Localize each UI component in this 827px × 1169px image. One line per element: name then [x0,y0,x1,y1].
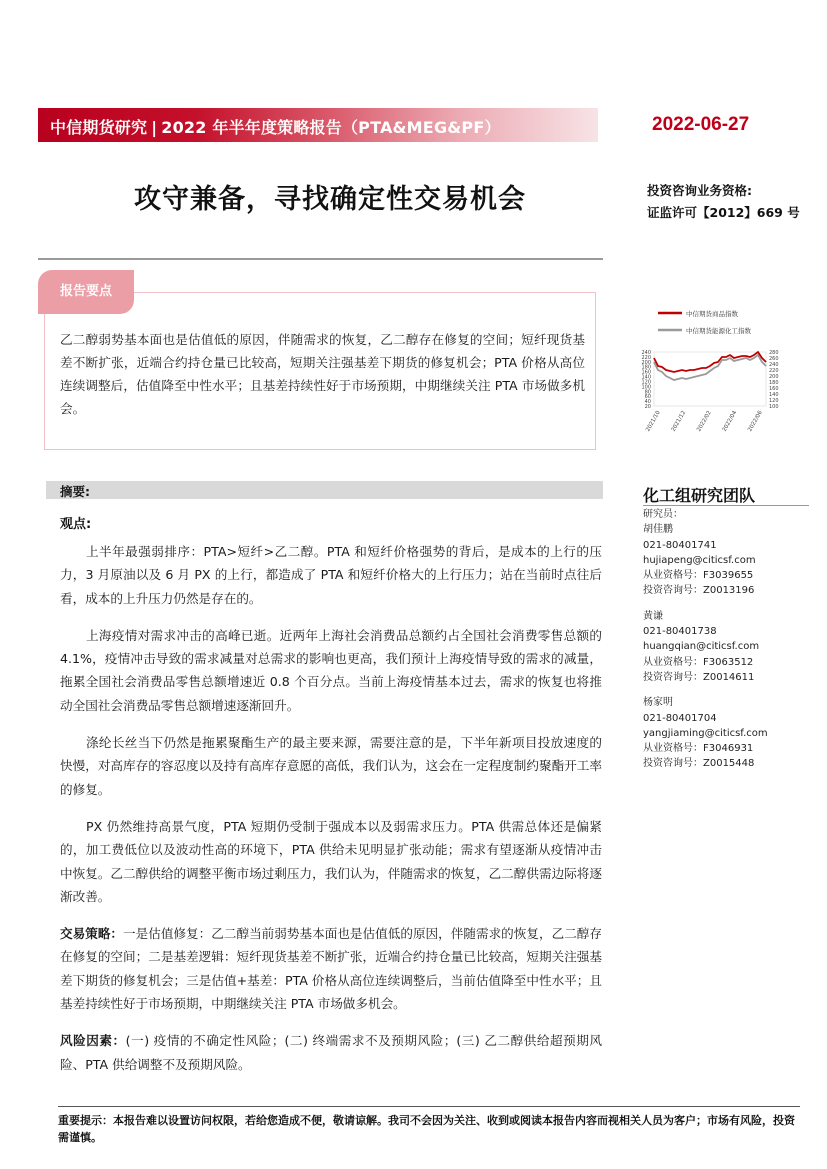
report-date: 2022-06-27 [652,114,750,135]
left-tick-label: 200 [641,359,651,366]
risk-paragraph [60,1029,602,1076]
strategy-text: 一是估值修复：乙二醇当前弱势基本面也是估值低的原因，伴随需求的恢复，乙二醇存在修复的空间；二是基差逻辑：短纤现货基差不断扩张，近端合约持仓量已比较高，短期关注强基差下期货的修复机会；三是估值+基差：PTA 价格从高位连续调整后，当前估值降至中性水平；且基差持续性好于市场预期，中期继续关注 PTA 市场做多机会。 [60,926,603,1012]
x-tick-label: 2021/10 [645,410,662,433]
right-tick-label: 100 [769,404,779,410]
member-cert: 从业资格号：F3046931 [643,743,754,755]
report-title: 2022 年半年度策略报告（PTA&MEG&PF） [161,118,501,137]
member-email[interactable]: hujiapeng@citicsf.com [643,554,756,566]
member-advisor-id: 投资咨询号：Z0015448 [643,758,755,770]
member-cert: 从业资格号：F3039655 [643,570,754,582]
legend-label: 中信期货商品指数 [686,310,738,318]
team-member [643,695,823,771]
team-member [643,609,823,685]
x-tick-label: 2022/02 [696,410,713,433]
org-name: 中信期货研究 [50,118,148,137]
left-tick-label: 20 [644,404,651,410]
member-email[interactable]: huangqian@citicsf.com [643,641,760,653]
footer-divider [58,1106,800,1107]
divider [38,258,603,260]
summary-bar [46,481,603,499]
member-phone: 021-80401741 [643,539,717,551]
right-tick-label: 140 [769,392,779,398]
right-tick-label: 160 [769,386,779,392]
member-phone: 021-80401704 [643,712,717,724]
paragraph: PX 仍然维持高景气度，PTA 短期仍受制于强成本以及弱需求压力。PTA 供需总体还是偏紧的，加工费低位以及波动性高的环境下，PTA 供给未见明显扩张动能；需求有望逐渐从疫情冲击中恢复。乙二醇供给的调整平衡市场过剩压力，我们认为，伴随需求的恢复，乙二醇供需边际将逐渐改善。 [60,818,602,904]
member-phone: 021-80401738 [643,626,717,638]
left-axis [641,350,651,410]
member-advisor-id: 投资咨询号：Z0014611 [643,671,755,683]
left-tick-label: 220 [641,354,651,361]
strategy-paragraph [60,922,602,1015]
team-member [643,522,823,598]
right-tick-label: 220 [769,368,779,374]
x-axis [645,410,764,433]
x-tick-label: 2022/06 [747,410,764,433]
researcher-label: 研究员： [643,509,683,520]
team-divider [643,505,809,506]
right-tick-label: 120 [769,398,779,404]
header-title [50,115,501,138]
team-list [643,507,823,782]
paragraph: 上海疫情对需求冲击的高峰已逝。近两年上海社会消费品总额约占全国社会消费零售总额的 4.1%，疫情冲击导致的需求减量对总需求的影响也更高，我们预计上海疫情导致的需求的减量，拖累全国社会消费品零售总额增速近 0.8 个百分点。当前上海疫情基本过去，需求的恢复也将推动全国社会消费品零售总额增速逐渐回升。 [60,627,602,713]
header-separator: | [151,118,158,137]
member-cert: 从业资格号：F3063512 [643,656,754,668]
right-tick-label: 260 [769,356,779,362]
summary-body [60,540,602,1090]
license-info [647,180,800,224]
left-tick-label: 120 [641,379,651,386]
member-advisor-id: 投资咨询号：Z0013196 [643,585,755,597]
left-tick-label: 60 [644,394,651,401]
key-points-tab: 报告要点 [38,270,134,314]
left-tick-label: 180 [641,364,651,371]
left-tick-label: 240 [641,350,651,356]
right-tick-label: 280 [769,350,779,356]
team-title: 化工组研究团队 [643,486,756,505]
series-energy-chemical [654,355,766,380]
view-label: 观点: [60,517,92,532]
right-tick-label: 240 [769,362,779,368]
x-tick-label: 2021/12 [670,410,688,433]
license-line-1: 投资咨询业务资格: [647,183,752,198]
risk-text: (一) 疫情的不确定性风险；(二) 终端需求不及预期风险；(三) 乙二醇供给超预期风险、PTA 供给调整不及预期风险。 [60,1033,603,1072]
right-tick-label: 200 [769,374,779,380]
right-tick-label: 180 [769,380,779,386]
x-tick-label: 2022/04 [721,410,739,433]
left-tick-label: 80 [644,389,651,396]
strategy-label: 交易策略： [60,926,124,942]
member-name: 黄谦 [643,610,663,622]
member-email[interactable]: yangjiaming@citicsf.com [643,727,768,739]
chart-legend [658,309,752,335]
paragraph: 上半年最强弱排序：PTA>短纤>乙二醇。PTA 和短纤价格强势的背后，是成本的上行的压力，3 月原油以及 6 月 PX 的上行，都造成了 PTA 和短纤价格大的上行压力；站在当前时点往后看，成本的上升压力仍然是存在的。 [60,544,602,606]
summary-heading: 摘要: [60,484,90,499]
risk-label: 风险因素： [60,1033,126,1049]
paragraph: 涤纶长丝当下仍然是拖累聚酯生产的最主要来源，需要注意的是，下半年新项目投放速度的快慢，对高库存的容忍度以及持有高库存意愿的高低，我们认为，这会在一定程度制约聚酯开工率的修复。 [60,735,602,797]
series-commodity [654,352,766,372]
left-tick-label: 40 [644,399,651,406]
key-points-text: 乙二醇弱势基本面也是估值低的原因，伴随需求的恢复，乙二醇存在修复的空间；短纤现货基差不断扩张，近端合约持仓量已比较高，短期关注强基差下期货的修复机会；PTA 价格从高位连续调整后，估值降至中性水平；且基差持续性好于市场预期，中期继续关注 PTA 市场做多机会。 [60,332,585,416]
right-axis [769,350,779,410]
member-name: 杨家明 [643,697,673,709]
license-line-2: 证监许可【2012】669 号 [647,205,800,220]
index-chart [630,300,820,450]
left-tick-label: 100 [641,384,651,391]
legend-label: 中信期货能源化工指数 [686,327,751,335]
footer-disclaimer: 重要提示：本报告难以设置访问权限，若给您造成不便，敬请谅解。我司不会因为关注、收到或阅读本报告内容而视相关人员为客户；市场有风险，投资需谨慎。 [58,1114,795,1144]
left-tick-label: 160 [641,369,651,376]
page-title: 攻守兼备，寻找确定性交易机会 [134,184,526,215]
left-tick-label: 140 [641,374,651,381]
member-name: 胡佳鹏 [643,524,673,536]
